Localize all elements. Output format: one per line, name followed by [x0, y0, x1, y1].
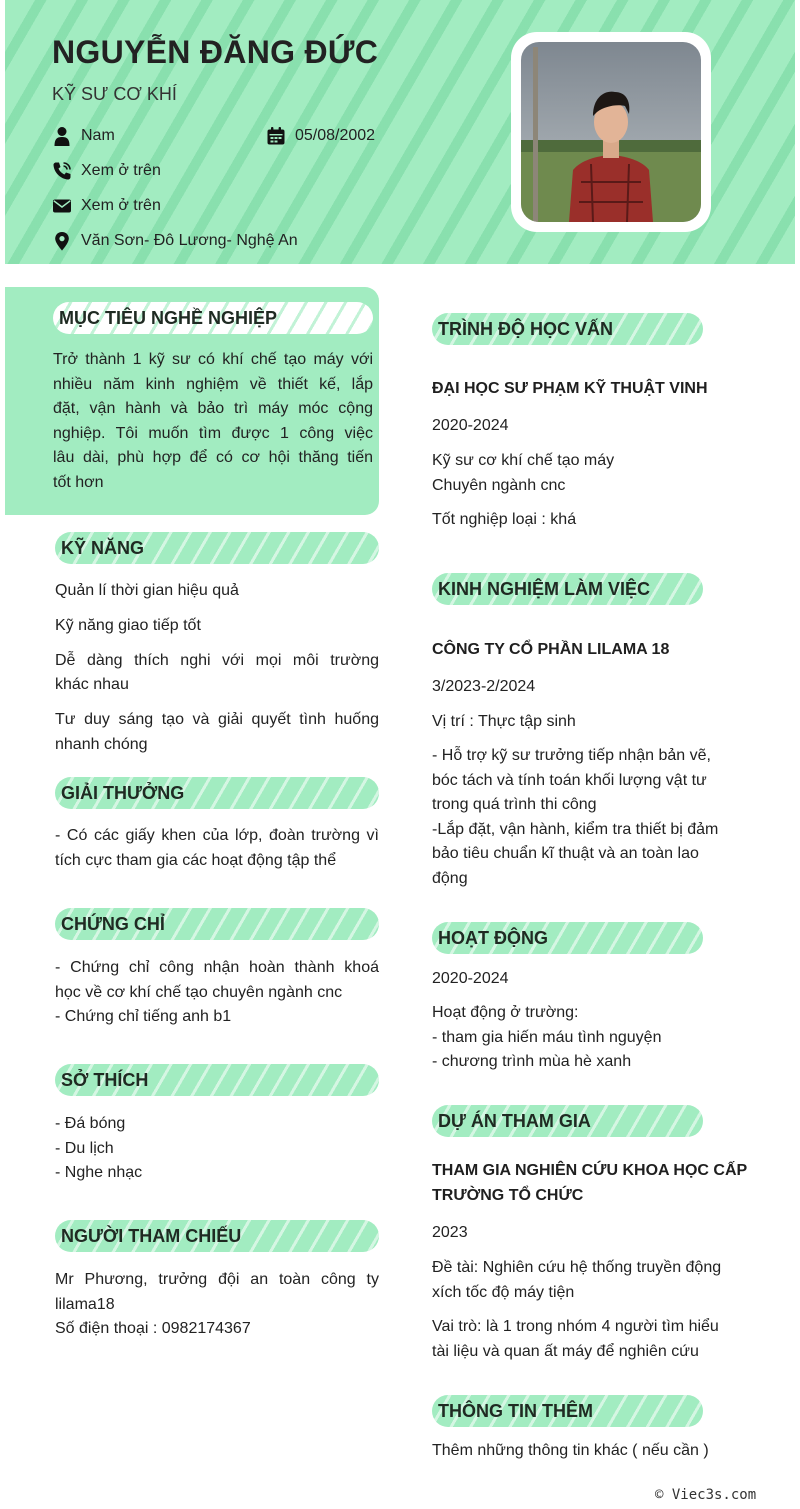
references-text: Mr Phương, trưởng đội an toàn công ty lilama18 Số điện thoại : 0982174367 [55, 1271, 379, 1338]
extra-info-heading: THÔNG TIN THÊM [432, 1395, 703, 1427]
references-heading: NGƯỜI THAM CHIẾU [55, 1220, 379, 1252]
skill-item: Dễ dàng thích nghi với mọi môi trường [55, 652, 379, 669]
hobbies-text: - Đá bóng - Du lịch - Nghe nhạc [55, 1115, 143, 1182]
skill-item: Tư duy sáng tạo và giải quyết tình huống [55, 711, 379, 728]
certificates-heading: CHỨNG CHỈ [55, 908, 379, 940]
email-row [52, 196, 161, 216]
objective-text: Trở thành 1 kỹ sư có khí chế tạo máy với nhiều năm kinh nghiệm về thiết kế, lắp đặt, vận hành và bảo trì máy móc cộng nghiệp. Tôi muốn tìm được 1 công việc lâu dài, phù hợp để có cơ hội thăng tiến tốt hơn [53, 351, 373, 491]
person-icon [52, 126, 72, 146]
certificates-text: - Chứng chỉ công nhận hoàn thành khoá học về cơ khí chế tạo chuyên ngành cnc - Chứng chỉ tiếng anh b1 [55, 959, 379, 1026]
phone-icon [52, 161, 72, 181]
projects-heading: DỰ ÁN THAM GIA [432, 1105, 703, 1137]
experience-position: Vị trí : Thực tập sinh [432, 713, 576, 730]
project-year: 2023 [432, 1224, 468, 1241]
skills-heading: KỸ NĂNG [55, 532, 379, 564]
watermark: © Viec3s.com [655, 1487, 757, 1503]
education-period: 2020-2024 [432, 417, 509, 434]
education-grade: Tốt nghiệp loại : khá [432, 511, 577, 528]
awards-text: - Có các giấy khen của lớp, đoàn trường vì tích cực tham gia các hoạt động tập thể [55, 827, 379, 869]
birthdate-row [266, 126, 375, 146]
project-title: THAM GIA NGHIÊN CỨU KHOA HỌC CẤP TRƯỜNG TỔ CHỨC [432, 1162, 748, 1204]
awards-heading: GIẢI THƯỞNG [55, 777, 379, 809]
skill-item: Kỹ năng giao tiếp tốt [55, 617, 201, 634]
education-major: Kỹ sư cơ khí chế tạo máy Chuyên ngành cnc [432, 452, 615, 494]
email-value: Xem ở trên [81, 197, 161, 214]
extra-info-text: Thêm những thông tin khác ( nếu cần ) [432, 1442, 709, 1459]
cv-header [5, 0, 795, 264]
education-school: ĐẠI HỌC SƯ PHẠM KỸ THUẬT VINH [432, 380, 708, 397]
skill-item: nhanh chóng [55, 736, 148, 753]
objective-heading: MỤC TIÊU NGHỀ NGHIỆP [53, 302, 373, 334]
hobbies-heading: SỞ THÍCH [55, 1064, 379, 1096]
phone-row [52, 161, 161, 181]
education-heading: TRÌNH ĐỘ HỌC VẤN [432, 313, 703, 345]
activities-heading: HOẠT ĐỘNG [432, 922, 703, 954]
experience-period: 3/2023-2/2024 [432, 678, 536, 695]
project-topic: Đề tài: Nghiên cứu hệ thống truyền động xích tốc độ máy tiện [432, 1259, 722, 1301]
candidate-name: NGUYỄN ĐĂNG ĐỨC [52, 34, 379, 70]
skill-item: khác nhau [55, 676, 129, 693]
address-row [52, 231, 298, 251]
experience-company: CÔNG TY CỔ PHẦN LILAMA 18 [432, 641, 670, 658]
skill-item: Quản lí thời gian hiệu quả [55, 582, 239, 599]
phone-value: Xem ở trên [81, 162, 161, 179]
calendar-icon [266, 126, 286, 146]
experience-heading: KINH NGHIỆM LÀM VIỆC [432, 573, 703, 605]
profile-photo [521, 42, 701, 222]
candidate-title: KỸ SƯ CƠ KHÍ [52, 84, 177, 104]
location-pin-icon [52, 231, 72, 251]
activities-text: Hoạt động ở trường: - tham gia hiến máu tình nguyện - chương trình mùa hè xanh [432, 1004, 662, 1071]
project-role: Vai trò: là 1 trong nhóm 4 người tìm hiểu tài liệu và quan ất máy để nghiên cứu [432, 1318, 719, 1360]
address-value: Văn Sơn- Đô Lương- Nghệ An [81, 232, 298, 249]
gender-row [52, 126, 115, 146]
birthdate-value: 05/08/2002 [295, 127, 376, 144]
profile-photo-frame [511, 32, 711, 232]
experience-duties: - Hỗ trợ kỹ sư trưởng tiếp nhận bản vẽ, bóc tách và tính toán khối lượng vật tư trong quá trình thi công -Lắp đặt, vận hành, kiểm tra thiết bị đảm bảo tiêu chuẩn kĩ thuật và an toàn lao động [432, 747, 719, 887]
envelope-icon [52, 196, 72, 216]
activities-period: 2020-2024 [432, 970, 509, 987]
gender-value: Nam [81, 127, 115, 144]
